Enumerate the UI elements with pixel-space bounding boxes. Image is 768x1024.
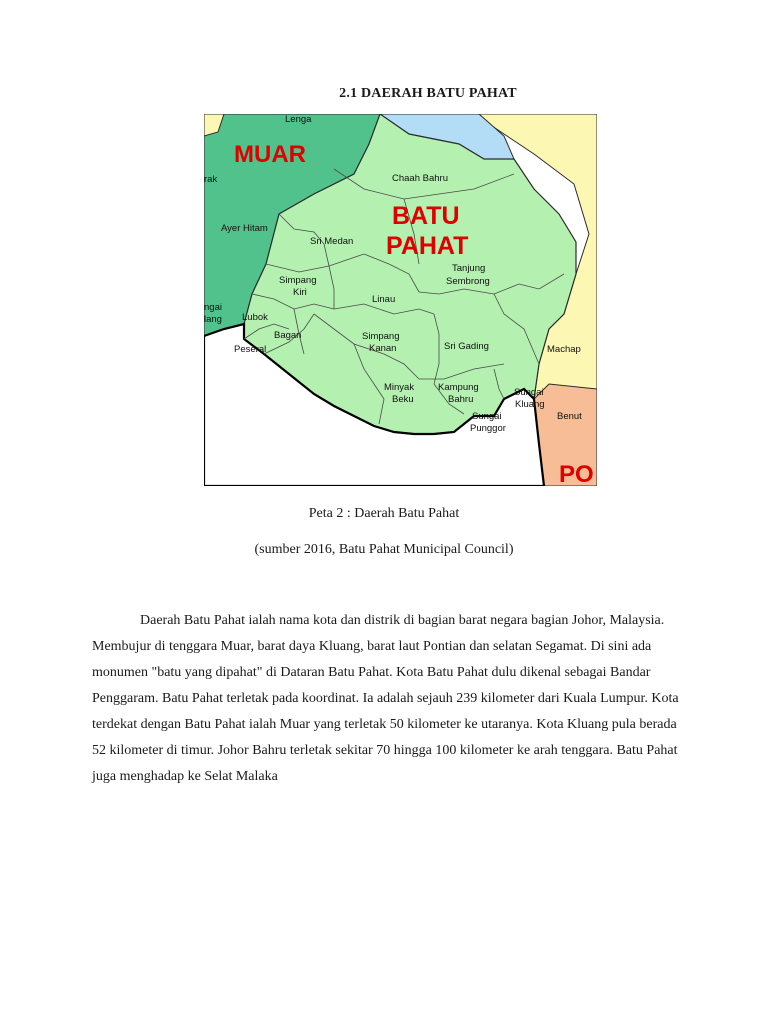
place-minyak-beku-1: Minyak	[384, 382, 415, 393]
place-sri-gading: Sri Gading	[444, 341, 489, 352]
district-map	[204, 114, 597, 486]
place-lenga: Lenga	[285, 114, 312, 125]
map-caption: Peta 2 : Daerah Batu Pahat	[308, 506, 460, 521]
place-simpang-kiri-2: Kiri	[293, 287, 307, 298]
section-heading: 2.1 DAERAH BATU PAHAT	[339, 86, 517, 101]
place-sri-medan: Sri Medan	[310, 236, 354, 247]
muar-label: MUAR	[234, 141, 306, 168]
place-tanjung-sembrong-1: Tanjung	[452, 263, 486, 274]
place-simpang-kiri-1: Simpang	[279, 275, 317, 286]
place-sungai-kluang-2: Kluang	[515, 399, 545, 410]
place-minyak-beku-2: Beku	[392, 394, 414, 405]
place-tanjung-sembrong-2: Sembrong	[446, 276, 490, 287]
place-lang: lang	[204, 314, 222, 325]
batu-label: BATU	[392, 202, 460, 230]
place-lubok: Lubok	[242, 312, 268, 323]
pontian-label: PO	[559, 461, 594, 486]
place-sungai-punggor-2: Punggor	[470, 423, 506, 434]
map-source: (sumber 2016, Batu Pahat Municipal Council)	[254, 542, 514, 557]
place-benut: Benut	[557, 411, 582, 422]
place-simpang-kanan-1: Simpang	[362, 331, 400, 342]
place-kampung-bahru-1: Kampung	[438, 382, 479, 393]
place-ayer-hitam: Ayer Hitam	[221, 223, 268, 234]
pahat-label: PAHAT	[386, 232, 469, 260]
place-kampung-bahru-2: Bahru	[448, 394, 474, 405]
place-sungai-kluang-1: Sungai	[514, 387, 544, 398]
body-text: Daerah Batu Pahat ialah nama kota dan distrik di bagian barat negara bagian Johor, Malaysia. Membujur di tenggara Muar, barat daya Kluang, barat laut Pontian dan selatan Segamat. Di sini ada monumen "batu yang dipahat" di Dataran Batu Pahat. Kota Batu Pahat dulu dikenal sebagai Bandar Penggaram. Batu Pahat terletak pada koordinat. Ia adalah sejauh 239 kilometer dari Kuala Lumpur. Kota terdekat dengan Batu Pahat ialah Muar yang terletak 50 kilometer ke utaranya. Kota Kluang pula berada 52 kilometer di timur. Johor Bahru terletak sekitar 70 hingga 100 kilometer ke arah tenggara. Batu Pahat juga menghadap ke Selat Malaka	[92, 613, 679, 784]
place-sungai-punggor-1: Sungai	[472, 411, 502, 422]
place-ngai: ngai	[204, 302, 222, 313]
place-peseral: Peseral	[234, 344, 267, 355]
place-simpang-kanan-2: Kanan	[369, 343, 397, 354]
body-paragraph	[92, 608, 680, 790]
place-bagan: Bagan	[274, 330, 302, 341]
place-chaah-bahru: Chaah Bahru	[392, 173, 448, 184]
place-machap: Machap	[547, 344, 581, 355]
place-linau: Linau	[372, 294, 396, 305]
place-rak: rak	[204, 174, 218, 185]
